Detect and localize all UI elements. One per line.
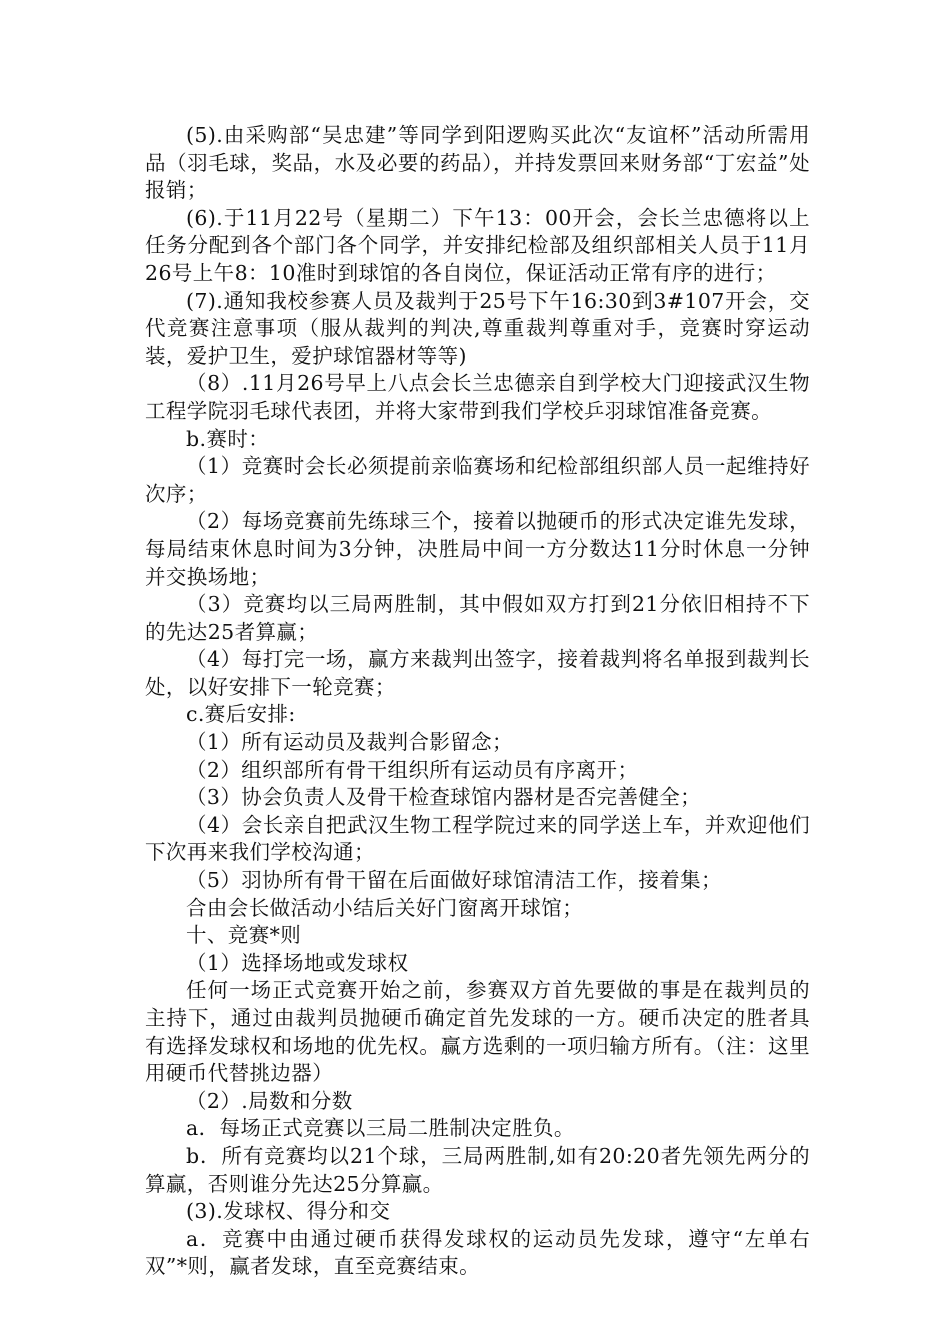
list-item: （5）羽协所有骨干留在后面做好球馆清洁工作，接着集； bbox=[186, 868, 722, 893]
subheading-serve-and-score: (3).发球权、得分和交 bbox=[186, 1199, 391, 1224]
list-item: b．所有竞赛均以21个球，三局两胜制,如有20:20者先领先两分的算赢，否则谁分先达25分算赢。 bbox=[145, 1143, 810, 1196]
paragraph-welcome-delegation: （8）.11月26号早上八点会长兰忠德亲自到学校大门迎接武汉生物工程学院羽毛球代表团，并将大家带到我们学校乒羽球馆准备竞赛。 bbox=[145, 371, 810, 423]
section-heading-after-match: c.赛后安排: bbox=[186, 702, 296, 727]
section-heading-rules: 十、竞赛*则 bbox=[186, 923, 302, 948]
list-item: a．竞赛中由通过硬币获得发球权的运动员先发球，遵守“左单右双”*则，赢者发球，直至竞赛结束。 bbox=[145, 1226, 810, 1279]
subheading-choose-court: （1）选择场地或发球权 bbox=[186, 950, 409, 975]
paragraph-coin-toss: 任何一场正式竞赛开始之前，参赛双方首先要做的事是在裁判员的主持下，通过由裁判员抛硬币确定首先发球的一方。硬币决定的胜者具有选择发球权和场地的优先权。赢方选剩的一项归输方所有。（注：这里用硬币代替挑边器） bbox=[145, 978, 810, 1086]
list-item: （4）每打完一场，赢方来裁判出签字，接着裁判将名单报到裁判长处，以好安排下一轮竞赛； bbox=[145, 647, 810, 699]
paragraph-meeting: (6).于11月22号（星期二）下午13：00开会，会长兰忠德将以上任务分配到各个部门各个同学，并安排纪检部及组织部相关人员于11月26号上午8：10准时到球馆的各自岗位，保证活动正常有序的进行； bbox=[145, 205, 810, 285]
section-heading-during-match: b.赛时： bbox=[186, 426, 270, 451]
list-item: （2）组织部所有骨干组织所有运动员有序离开； bbox=[186, 757, 639, 782]
paragraph-notify-players: (7).通知我校参赛人员及裁判于25号下午16:30到3#107开会，交代竞赛注意事项（服从裁判的判决,尊重裁判尊重对手，竞赛时穿运动装，爱护卫生，爱护球馆器材等等) bbox=[145, 288, 810, 368]
list-item: （2）每场竞赛前先练球三个，接着以抛硬币的形式决定谁先发球，每局结束休息时间为3分钟，决胜局中间一方分数达11分时休息一分钟并交换场地； bbox=[145, 509, 810, 589]
list-item: （1）竞赛时会长必须提前亲临赛场和纪检部组织部人员一起维持好次序； bbox=[145, 454, 810, 506]
paragraph-procurement: (5).由采购部“吴忠建”等同学到阳逻购买此次“友谊杯”活动所需用品（羽毛球，奖品，水及必要的药品），并持发票回来财务部“丁宏益”处报销； bbox=[145, 123, 810, 203]
list-item: a．每场正式竞赛以三局二胜制决定胜负。 bbox=[186, 1116, 575, 1141]
list-item: （1）所有运动员及裁判合影留念； bbox=[186, 730, 513, 755]
paragraph-closing: 合由会长做活动小结后关好门窗离开球馆； bbox=[186, 895, 584, 920]
list-item: （3）竞赛均以三局两胜制，其中假如双方打到21分依旧相持不下的先达25者算赢； bbox=[145, 592, 810, 644]
list-item: （4）会长亲自把武汉生物工程学院过来的同学送上车，并欢迎他们下次再来我们学校沟通； bbox=[145, 812, 810, 865]
subheading-games-and-points: （2）.局数和分数 bbox=[186, 1088, 353, 1113]
list-item: （3）协会负责人及骨干检查球馆内器材是否完善健全； bbox=[186, 785, 702, 810]
document-body bbox=[145, 122, 810, 1281]
